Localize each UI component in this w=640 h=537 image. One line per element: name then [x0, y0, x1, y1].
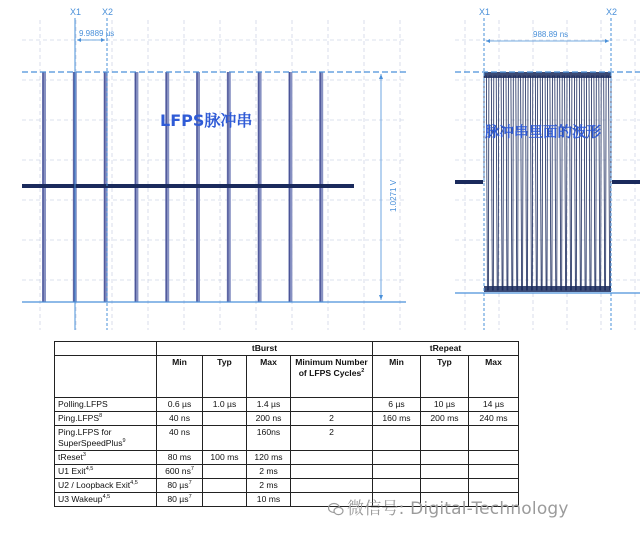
left-baseline — [22, 184, 354, 188]
cell-text: U3 Wakeup — [58, 494, 103, 504]
cell-min — [157, 479, 203, 493]
cell-label — [55, 493, 157, 507]
left-caption: LFPS脉冲串 — [160, 111, 253, 130]
cell-min — [157, 493, 203, 507]
cell-rmin — [373, 465, 421, 479]
table-row — [55, 412, 519, 426]
footnote-sup: 4,5 — [102, 494, 111, 501]
footnote-sup: 7 — [188, 480, 192, 487]
cell-label — [55, 479, 157, 493]
table-row — [55, 465, 519, 479]
cell-text: Ping.LFPS — [58, 413, 100, 423]
cell-typ — [203, 465, 247, 479]
table-row — [55, 398, 519, 412]
cell-text: 40 ns — [168, 427, 191, 437]
cell-cycles — [291, 465, 373, 479]
footnote-sup: 4,5 — [85, 466, 94, 473]
cell-typ — [203, 479, 247, 493]
cell-rmax — [469, 465, 519, 479]
cell-rmin — [373, 479, 421, 493]
cell-rtyp — [421, 412, 469, 426]
cell-text: Ping.LFPS for SuperSpeedPlus — [58, 427, 123, 448]
footnote-sup: 8 — [99, 413, 103, 420]
right-cursor-x1-label: X1 — [479, 7, 491, 17]
cell-min — [157, 398, 203, 412]
cell-text: 10 ms — [256, 494, 281, 504]
cell-text: 2 ms — [259, 466, 278, 476]
tburst-max-header: Max — [247, 356, 291, 398]
right-delta-arrowhead-right — [605, 39, 609, 43]
cell-min — [157, 426, 203, 451]
trepeat-header: tRepeat — [373, 342, 519, 356]
right-caption: 脉冲串里面的波形 — [485, 125, 601, 141]
cell-cycles — [291, 451, 373, 465]
group-header-row — [55, 342, 519, 356]
right-wave-bottom-envelope — [484, 286, 611, 292]
watermark-glyph — [328, 501, 344, 515]
corner-cell-2 — [55, 356, 157, 398]
cell-max — [247, 426, 291, 451]
cell-text: 40 ns — [168, 413, 191, 423]
cell-text: 14 µs — [482, 399, 505, 409]
left-voltage-arrowhead-bottom — [379, 295, 383, 300]
right-baseline-left — [455, 180, 483, 184]
cell-text: tReset — [58, 452, 83, 462]
cell-text: 160ns — [256, 427, 281, 437]
cell-rtyp — [421, 426, 469, 451]
cell-rtyp — [421, 479, 469, 493]
cell-text: 1.4 µs — [256, 399, 281, 409]
cell-text: 10 µs — [433, 399, 456, 409]
min-cycles-sup: 2 — [361, 368, 365, 375]
trepeat-typ-header: Typ — [421, 356, 469, 398]
cell-text: 1.0 µs — [212, 399, 237, 409]
cell-text: 200 ns — [255, 413, 282, 423]
cell-max — [247, 493, 291, 507]
cell-label — [55, 451, 157, 465]
cell-cycles — [291, 412, 373, 426]
cell-text: 200 ms — [430, 413, 459, 423]
cell-rmax — [469, 451, 519, 465]
cell-text: U1 Exit — [58, 466, 86, 476]
table-body — [55, 398, 519, 507]
cell-rmin — [373, 398, 421, 412]
cell-max — [247, 479, 291, 493]
right-delta-time-readout: 988.89 ns — [533, 30, 569, 39]
left-cursor-x1-label: X1 — [70, 7, 82, 17]
cell-text: 2 — [329, 413, 334, 423]
cell-rmin — [373, 426, 421, 451]
table-row — [55, 426, 519, 451]
cell-rtyp — [421, 465, 469, 479]
corner-cell — [55, 342, 157, 356]
cell-rmax — [469, 412, 519, 426]
cell-min — [157, 465, 203, 479]
left-delta-arrowhead-left — [77, 38, 81, 42]
right-zoomed-pulse — [484, 72, 611, 292]
cell-max — [247, 398, 291, 412]
cell-max — [247, 412, 291, 426]
footnote-sup: 4,5 — [130, 480, 138, 487]
cell-text: 160 ms — [382, 413, 411, 423]
cell-max — [247, 451, 291, 465]
lfps-zoomed-waveform — [455, 0, 640, 330]
cell-text: 80 ms — [167, 452, 192, 462]
cell-max — [247, 465, 291, 479]
left-voltage-arrowhead-top — [379, 74, 383, 79]
cell-text: 100 ms — [210, 452, 239, 462]
lfps-burst-waveform — [0, 0, 420, 330]
left-delta-time-readout: 9.9889 µs — [79, 29, 115, 38]
tburst-header: tBurst — [157, 342, 373, 356]
tburst-typ-header: Typ — [203, 356, 247, 398]
cell-typ — [203, 426, 247, 451]
cell-rmax — [469, 426, 519, 451]
sub-header-row — [55, 356, 519, 398]
tburst-min-header: Min — [157, 356, 203, 398]
cell-text: Polling.LFPS — [58, 399, 108, 409]
cell-cycles — [291, 398, 373, 412]
footnote-sup: 7 — [188, 494, 192, 501]
cell-text: 6 µs — [388, 399, 405, 409]
cell-text: 2 — [329, 427, 334, 437]
cell-cycles — [291, 479, 373, 493]
right-wave-top-envelope — [484, 72, 611, 78]
lfps-timing-table — [54, 341, 519, 507]
right-wave-trace — [484, 76, 611, 290]
cell-label — [55, 398, 157, 412]
cell-typ — [203, 451, 247, 465]
cell-typ — [203, 412, 247, 426]
trepeat-max-header: Max — [469, 356, 519, 398]
watermark-text: 微信号: Digital-Technology — [347, 499, 569, 519]
left-grid — [22, 20, 406, 330]
min-cycles-header — [291, 356, 373, 398]
min-cycles-text: Minimum Number of LFPS Cycles — [295, 357, 368, 378]
right-cursor-x2-label: X2 — [606, 7, 618, 17]
table-row — [55, 479, 519, 493]
cell-text: 2 ms — [259, 480, 278, 490]
trepeat-min-header: Min — [373, 356, 421, 398]
cell-text: 120 ms — [254, 452, 283, 462]
left-delta-arrowhead-right — [101, 38, 105, 42]
cell-cycles — [291, 426, 373, 451]
cell-text: 600 ns — [165, 466, 191, 476]
left-voltage-readout: 1.0271 V — [389, 179, 398, 212]
cell-min — [157, 451, 203, 465]
cell-typ — [203, 493, 247, 507]
left-cursor-x2-label: X2 — [102, 7, 114, 17]
cell-label — [55, 426, 157, 451]
watermark — [328, 494, 569, 519]
cell-typ — [203, 398, 247, 412]
cell-min — [157, 412, 203, 426]
cell-label — [55, 465, 157, 479]
cell-text: 80 µs — [167, 494, 189, 504]
right-baseline-right — [612, 180, 640, 184]
footnote-sup: 9 — [122, 438, 126, 445]
cell-label — [55, 412, 157, 426]
cell-text: U2 / Loopback Exit — [58, 480, 131, 490]
cell-rtyp — [421, 451, 469, 465]
cell-rmax — [469, 398, 519, 412]
cell-rmax — [469, 479, 519, 493]
cell-rmin — [373, 412, 421, 426]
cell-text: 0.6 µs — [167, 399, 192, 409]
table-row — [55, 451, 519, 465]
cell-rtyp — [421, 398, 469, 412]
cell-rmin — [373, 451, 421, 465]
cell-text: 80 µs — [167, 480, 189, 490]
footnote-sup: 3 — [82, 452, 86, 459]
cell-text: 240 ms — [479, 413, 508, 423]
footnote-sup: 7 — [190, 466, 194, 473]
